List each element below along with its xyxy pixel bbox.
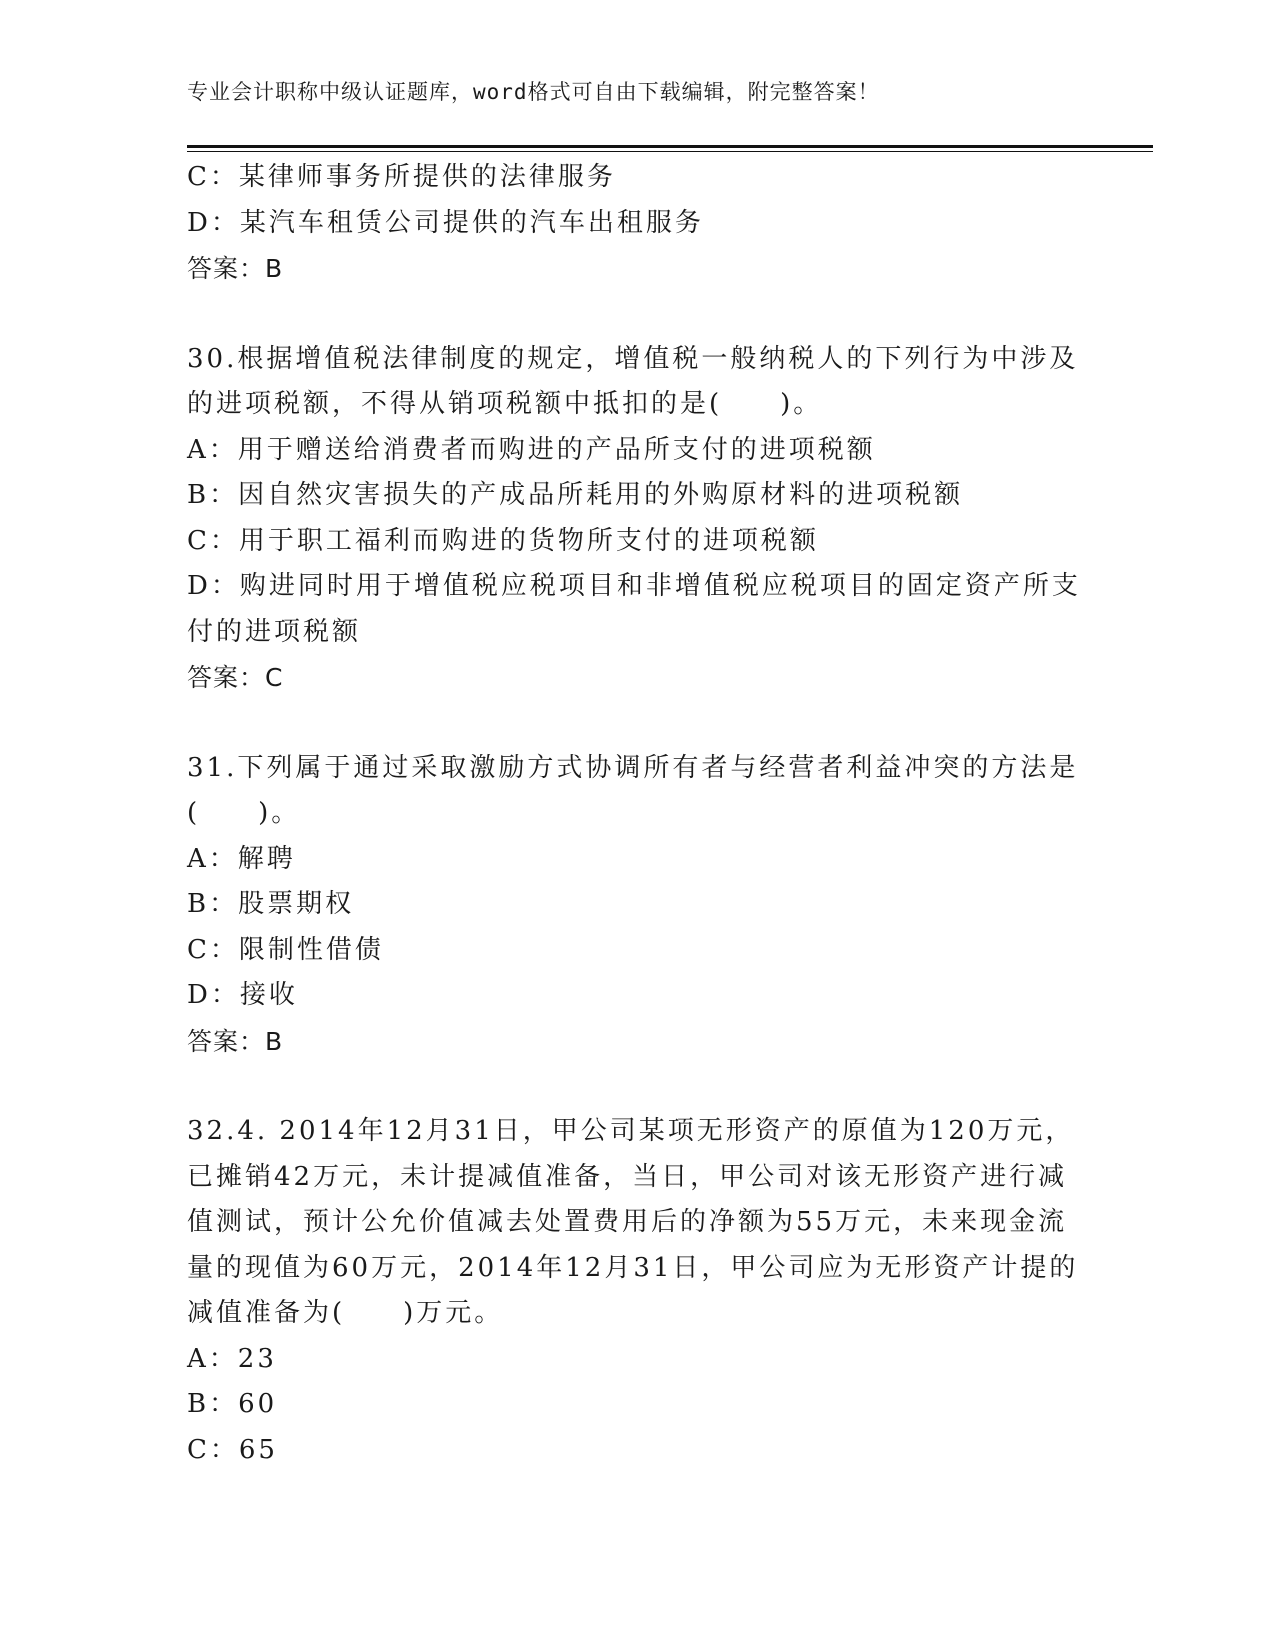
option-d: D：购进同时用于增值税应税项目和非增值税应税项目的固定资产所支 [187,571,1081,601]
header-rule-thin [187,151,1153,152]
option-c: C：某律师事务所提供的法律服务 [187,162,616,192]
option-a: A：23 [187,1343,277,1374]
question-stem: 31.下列属于通过采取激励方式协调所有者与经营者利益冲突的方法是 [187,752,1079,783]
option-c: C：用于职工福利而购进的货物所支付的进项税额 [187,525,819,556]
answer: 答案：B [187,1026,284,1056]
option-d: D：接收 [187,980,298,1010]
spacer [187,292,1087,337]
option-b: B：60 [187,1389,278,1419]
option-a: A：解聘 [187,843,296,874]
question-stem: 已摊销42万元，未计提减值准备，当日，甲公司对该无形资产进行减 [187,1161,1068,1192]
question-stem: 值测试，预计公允价值减去处置费用后的净额为55万元，未来现金流 [187,1207,1068,1237]
option-b: B：股票期权 [187,889,355,919]
question-stem: 30.根据增值税法律制度的规定，增值税一般纳税人的下列行为中涉及 [187,343,1079,374]
option-b: B：因自然灾害损失的产成品所耗用的外购原材料的进项税额 [187,480,964,510]
header-rule-thick [187,145,1153,148]
option-d-continued: 付的进项税额 [187,616,362,647]
option-a: A：用于赠送给消费者而购进的产品所支付的进项税额 [187,434,876,465]
option-c: C：65 [187,1434,278,1465]
question-stem: 32.4. 2014年12月31日，甲公司某项无形资产的原值为120万元， [187,1116,1075,1146]
option-c: C：限制性借债 [187,934,384,965]
question-stem: 减值准备为( )万元。 [187,1298,504,1328]
question-stem: 量的现值为60万元，2014年12月31日，甲公司应为无形资产计提的 [187,1252,1079,1283]
question-stem: 的进项税额，不得从销项税额中抵扣的是( )。 [187,389,823,419]
question-stem: ( )。 [187,798,301,828]
answer: 答案：B [187,254,284,283]
page-header: 专业会计职称中级认证题库，word格式可自由下载编辑，附完整答案！ [187,80,880,104]
question-content [187,155,1087,1473]
spacer [187,701,1087,746]
spacer [187,1064,1087,1109]
option-d: D：某汽车租赁公司提供的汽车出租服务 [187,207,704,238]
answer: 答案：C [187,663,284,692]
